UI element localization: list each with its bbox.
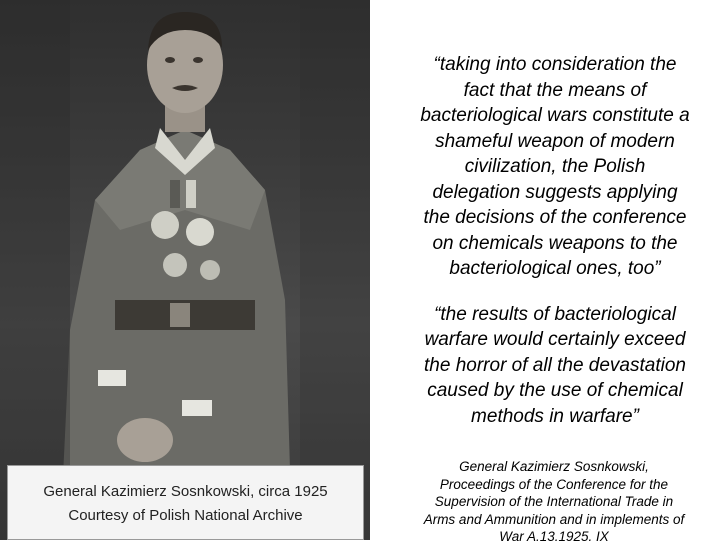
quote-line: methods in warfare” (471, 405, 639, 427)
source-line: Proceedings of the Conference for the (439, 476, 669, 492)
quote-line: the decisions of the conference (423, 207, 687, 228)
quote-second (395, 302, 715, 430)
photo-caption (7, 465, 364, 540)
quote-line: delegation suggests applying (432, 181, 678, 203)
quote-first (395, 52, 715, 282)
quote-line: on chemicals weapons to the (432, 232, 678, 254)
source-citation (392, 458, 716, 546)
quote-line: “taking into consideration the (433, 54, 677, 75)
quotes-column (395, 52, 715, 429)
quote-line: “the results of bacteriological (434, 303, 676, 325)
quote-line: the horror of all the devastation (424, 354, 686, 376)
quote-line: warfare would certainly exceed (424, 329, 686, 350)
quote-line: civilization, the Polish (464, 156, 646, 177)
source-line: General Kazimierz Sosnkowski, (459, 459, 649, 474)
quote-line: shameful weapon of modern (435, 130, 675, 152)
quote-line: fact that the means of (463, 79, 647, 101)
photo-caption-line2: Courtesy of Polish National Archive (68, 507, 303, 524)
quote-line: bacteriological ones, too” (449, 258, 661, 279)
quote-line: caused by the use of chemical (427, 380, 683, 401)
photo-caption-line1: General Kazimierz Sosnkowski, circa 1925 (43, 483, 328, 500)
source-line: Arms and Ammunition and in implements of (423, 511, 685, 527)
source-line: Supervision of the International Trade in (434, 494, 674, 509)
source-line: War A.13.1925. IX (499, 529, 609, 544)
quote-line: bacteriological wars constitute a (420, 105, 690, 126)
